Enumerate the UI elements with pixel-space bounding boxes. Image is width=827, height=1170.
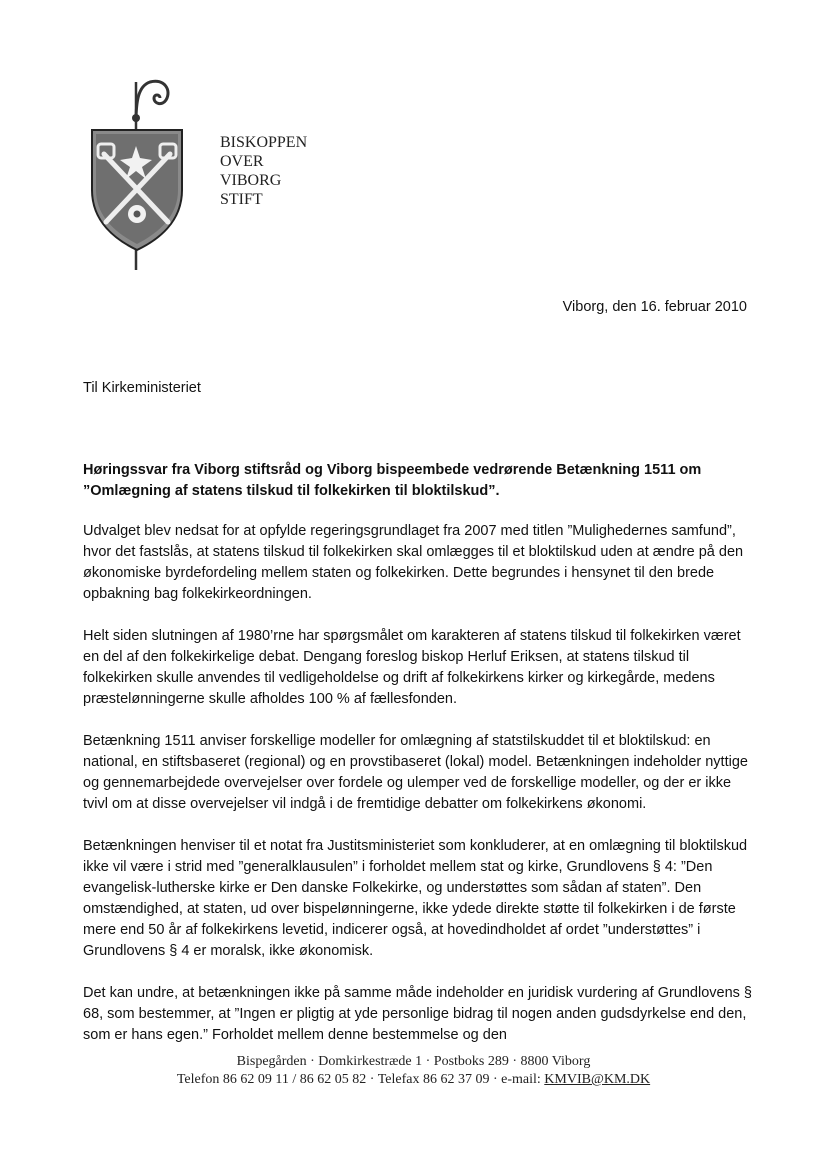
sender-line: OVER	[220, 153, 264, 170]
body-paragraph: Det kan undre, at betænkningen ikke på samme måde indeholder en juridisk vurdering af Grundlovens § 68, som bestemmer, at ”Ingen er pligtig at yde personlige bidrag til nogen anden gudsdyrkelse end den, som er hans egen.” Forholdet mellem denne bestemmelse og den	[83, 985, 752, 1043]
letter-body	[83, 521, 753, 1067]
body-paragraph: Betænkning 1511 anviser forskellige modeller for omlægning af statstilskuddet til et bloktilskud: en national, en stiftsbaseret (regional) og en provstibaseret (lokal) model. Betænkningen indeholder nyttige og gennemarbejdede overvejelser over fordele og ulemper ved de forskellige modeller, og der er ikke tvivl om at disse overvejelser vil indgå i de fremtidige debatter om folkekirkens økonomi.	[83, 733, 748, 812]
letter-footer	[0, 1053, 827, 1089]
diocese-coat-of-arms-logo	[86, 72, 190, 272]
footer-address: Bispegården · Domkirkestræde 1 · Postboks 289 · 8800 Viborg	[236, 1054, 591, 1069]
sender-line: STIFT	[220, 191, 263, 208]
sender-line: BISKOPPEN	[220, 134, 308, 151]
email-link[interactable]: KMVIB@KM.DK	[544, 1072, 651, 1087]
body-paragraph: Udvalget blev nedsat for at opfylde regeringsgrundlaget fra 2007 med titlen ”Mulighedernes samfund”, hvor det fastslås, at statens tilskud til folkekirken skal omlægges til et bloktilskud uden at ændre på den økonomiske byrdefordeling mellem staten og folkekirken. Dette begrundes i hensynet til den brede opbakning bag folkekirkeordningen.	[83, 523, 744, 602]
footer-phone-fax: Telefon 86 62 09 11 / 86 62 05 82 · Telefax 86 62 37 09 · e-mail:	[176, 1072, 545, 1087]
sender-line: VIBORG	[220, 172, 282, 189]
letter-date: Viborg, den 16. februar 2010	[562, 299, 747, 315]
subject-heading: Høringssvar fra Viborg stiftsråd og Viborg bispeembede vedrørende Betænkning 1511 om ”Omlægning af statens tilskud til folkekirken til bloktilskud”.	[83, 462, 702, 499]
body-paragraph: Betænkningen henviser til et notat fra Justitsministeriet som konkluderer, at en omlægning til bloktilskud ikke vil være i strid med ”generalklausulen” i forholdet mellem stat og kirke, Grundlovens § 4: ”Den evangelisk-lutherske kirke er Den danske Folkekirke, og understøttes som sådan af staten”. Den omstændighed, at staten, ud over bispelønningerne, ikke ydede direkte støtte til folkekirken i de første mere end 50 år af folkekirkens levetid, indicerer også, at hovedindholdet af ordet ”understøttes” i Grundlovens § 4 er moralsk, ikke økonomisk.	[83, 838, 748, 959]
sender-title	[220, 133, 307, 209]
recipient-line: Til Kirkeministeriet	[83, 380, 201, 396]
footer-contact	[0, 1071, 827, 1089]
body-paragraph: Helt siden slutningen af 1980’rne har spørgsmålet om karakteren af statens tilskud til folkekirken været en del af den folkekirkelige debat. Dengang foreslog biskop Herluf Eriksen, at statens tilskud til folkekirken skulle anvendes til vedligeholdelse og drift af folkekirkens kirker og kirkegårde, medens præstelønningerne skulle afholdes 100 % af fællesfonden.	[83, 628, 741, 707]
